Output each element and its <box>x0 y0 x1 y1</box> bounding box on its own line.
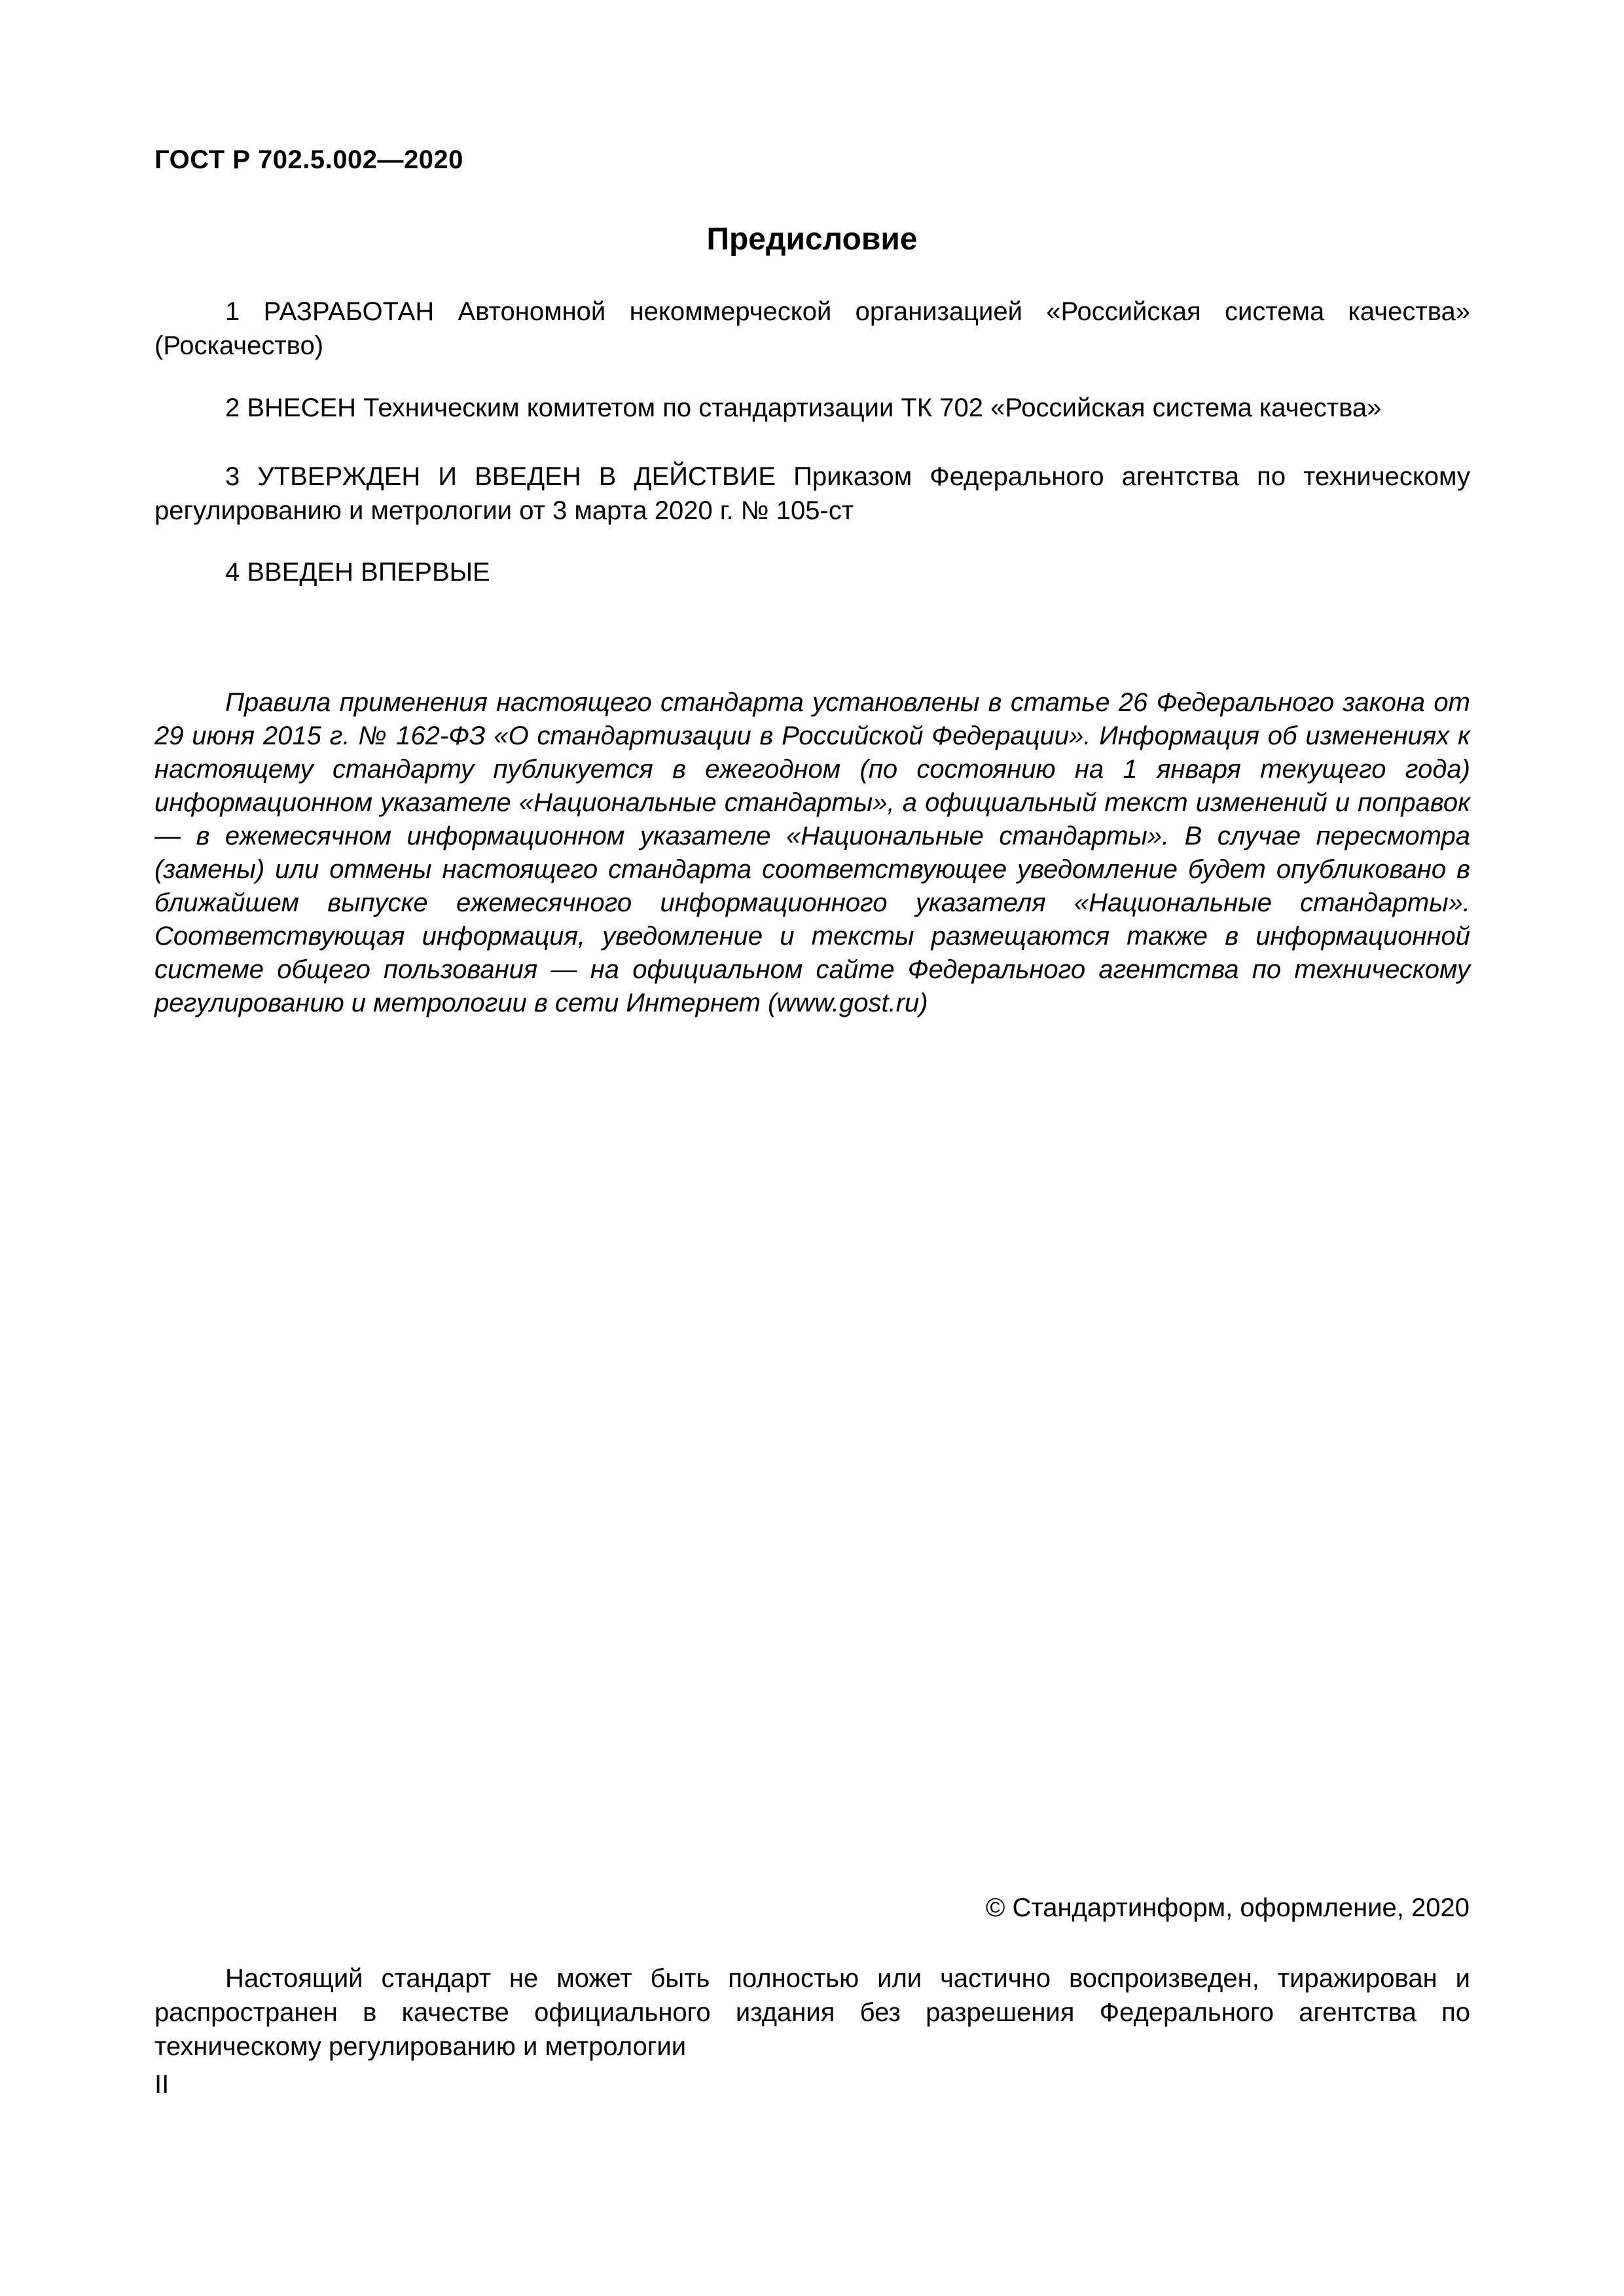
foreword-item-first-introduced <box>154 555 1470 589</box>
foreword-item-text: 2 ВНЕСЕН Техническим комитетом по стандартизации ТК 702 «Российская система качества» <box>225 393 1382 422</box>
rules-notice-text: Правила применения настоящего стандарта установлены в статье 26 Федерального закона от 29 июня 2015 г. № 162-ФЗ «О стандартизации в Российской Федерации». Информация об изменениях к настоящему стандарту публикуется в ежегодном (по состоянию на 1 января текущего года) информационном указателе «Национальные стандарты», а официальный текст изменений и поправок — в ежемесячном информационном указателе «Национальные стандарты». В случае пересмотра (замены) или отмены настоящего стандарта соответствующее уведомление будет опубликовано в ближайшем выпуске ежемесячного информационного указателя «Национальные стандарты». Соответствующая информация, уведомление и тексты размещаются также в информационной системе общего пользования — на официальном сайте Федерального агентства по техническому регулированию и метрологии в сети Интернет (www.gost.ru) <box>154 688 1470 1017</box>
page-number: II <box>154 2070 170 2099</box>
reproduction-notice-text: Настоящий стандарт не может быть полностью или частично воспроизведен, тиражирован и распространен в качестве официального издания без разрешения Федерального агентства по техническому регулированию и метрологии <box>154 1964 1470 2061</box>
foreword-item-text: 3 УТВЕРЖДЕН И ВВЕДЕН В ДЕЙСТВИЕ Приказом Федерального агентства по техническому регулированию и метрологии от 3 марта 2020 г. № 105-ст <box>154 462 1470 525</box>
foreword-item-approved <box>154 460 1470 528</box>
foreword-item-text: 4 ВВЕДЕН ВПЕРВЫЕ <box>225 558 490 587</box>
reproduction-notice <box>154 1961 1470 2064</box>
foreword-item-text: 1 РАЗРАБОТАН Автономной некоммерческой организацией «Российская система качества» (Роскачество) <box>154 297 1470 360</box>
foreword-item-developed <box>154 295 1470 363</box>
document-code: ГОСТ Р 702.5.002—2020 <box>154 145 463 174</box>
page-title: Предисловие <box>706 222 918 257</box>
foreword-item-introduced <box>154 391 1470 425</box>
rules-of-application-notice <box>154 686 1470 1020</box>
copyright-line: © Стандартинформ, оформление, 2020 <box>985 1893 1470 1922</box>
